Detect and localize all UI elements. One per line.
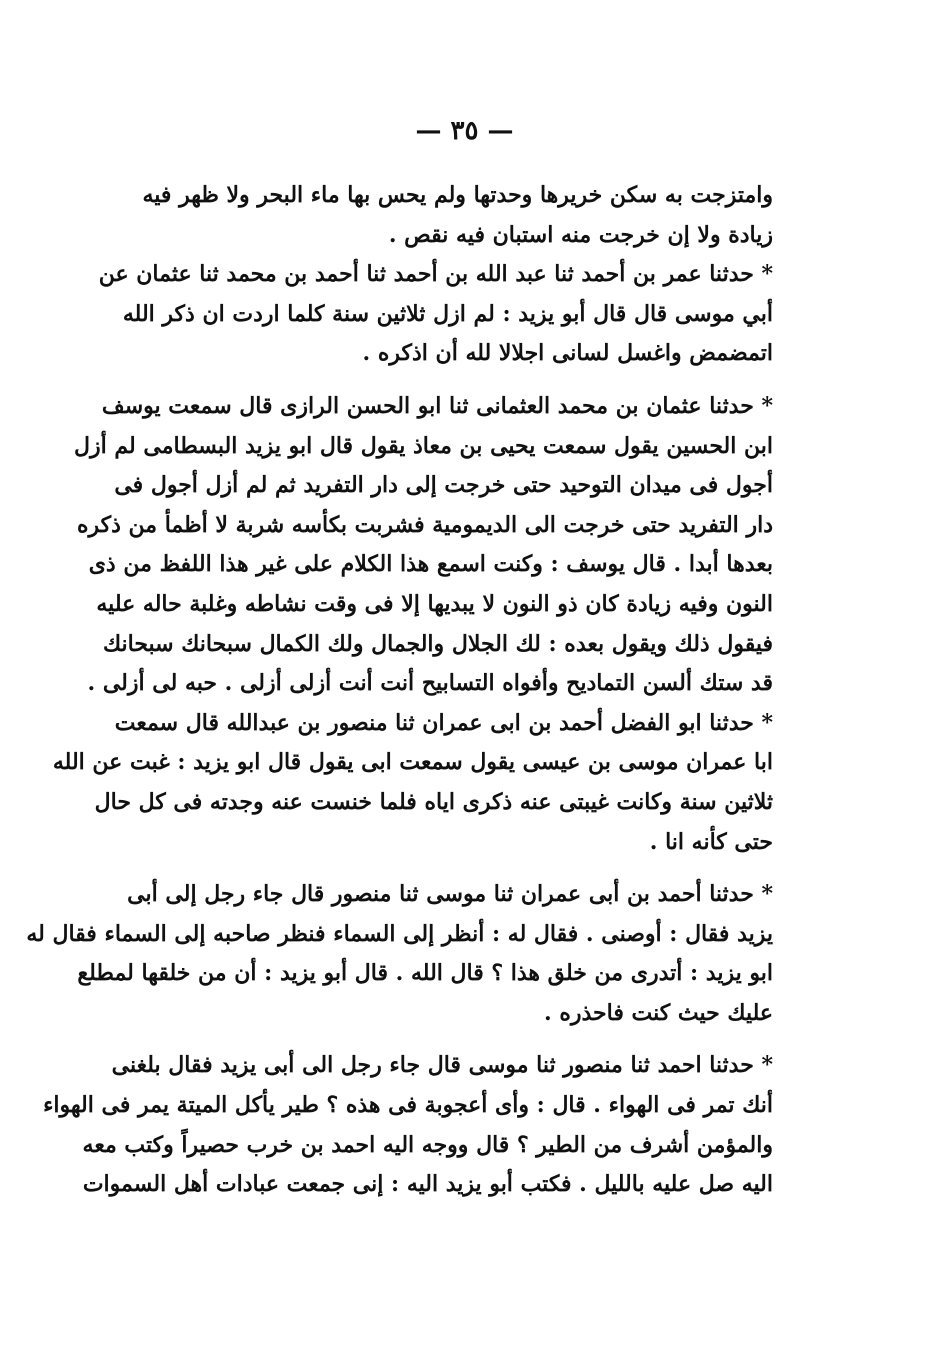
paragraph [142,176,773,255]
text-line: اليه صل عليه بالليل . فكتب أبو يزيد اليه : إنى جمعت عبادات أهل السموات [82,1171,773,1198]
text-line: ثلاثين سنة وكانت غيبتى عنه ذكرى اياه فلما خنست عنه وجدته فى كل حال [94,788,773,815]
text-line: قد ستك ألسن التماديح وأفواه التسابيح أنت أنت أزلى أزلى . حبه لى أزلى . [87,670,773,697]
text-line: حتى كأنه انا . [649,828,773,855]
text-line: زيادة ولا إن خرجت منه استبان فيه نقص . [388,221,773,248]
text-line: ابا عمران موسى بن عيسى يقول سمعت ابى يقول قال ابو يزيد : غبت عن الله [52,749,773,776]
text-line: فيقول ذلك ويقول بعده : لك الجلال والجمال ولك الكمال سبحانك سبحانك [102,630,773,657]
text-line: أبي موسى قال قال أبو يزيد : لم ازل ثلاثين سنة كلما اردت ان ذكر الله [122,300,773,327]
text-line: ابو يزيد : أتدرى من خلق هذا ؟ قال الله . قال أبو يزيد : أن من خلقها لمطلع [77,960,773,987]
page-body [26,176,773,1205]
text-line: عليك حيث كنت فاحذره . [544,999,773,1026]
text-line: * حدثنا احمد ثنا منصور ثنا موسى قال جاء رجل الى أبى يزيد فقال بلغنى [111,1052,773,1079]
paragraph-spacer [158,862,773,875]
paragraph-spacer [158,374,773,387]
text-line: النون وفيه زيادة كان ذو النون لا يبديها إلا فى وقت نشاطه وغلبة حاله عليه [96,590,773,617]
text-line: * حدثنا ابو الفضل أحمد بن ابى عمران ثنا منصور بن عبدالله قال سمعت [114,709,773,736]
text-line: أجول فى ميدان التوحيد حتى خرجت إلى دار التفريد ثم لم أزل أجول فى [114,472,773,499]
paragraph [74,387,773,704]
paragraph [43,1046,773,1204]
paragraph [98,255,773,374]
paragraph [26,875,773,1033]
text-line: يزيد فقال : أوصنى . فقال له : أنظر إلى السماء فنظر صاحبه إلى السماء فقال له [26,920,773,947]
paragraph [52,704,773,862]
text-line: وامتزجت به سكن خريرها وحدتها ولم يحس بها ماء البحر ولا ظهر فيه [142,182,773,208]
text-line: والمؤمن أشرف من الطير ؟ قال ووجه اليه احمد بن خرب حصيراً وكتب معه [82,1131,773,1158]
paragraph-spacer [158,1033,773,1046]
text-line: بعدها أبدا . قال يوسف : وكنت اسمع هذا الكلام على غير هذا اللفظ من ذى [88,551,773,578]
text-line: * حدثنا عمر بن أحمد ثنا عبد الله بن أحمد ثنا أحمد بن محمد ثنا عثمان عن [98,261,773,288]
page-number: — ٣٥ — [415,116,514,146]
text-line: أنك تمر فى الهواء . قال : وأى أعجوبة فى هذه ؟ طير يأكل الميتة يمر فى الهواء [43,1092,773,1119]
text-line: ابن الحسين يقول سمعت يحيى بن معاذ يقول قال ابو يزيد البسطامى لم أزل [74,432,773,459]
text-line: دار التفريد حتى خرجت الى الديمومية فشربت بكأسه شربة لا أظمأ من ذكره [76,511,773,538]
text-line: * حدثنا أحمد بن أبى عمران ثنا موسى ثنا منصور قال جاء رجل إلى أبى [127,881,773,908]
text-line: اتمضمض واغسل لسانى اجلالا لله أن اذكره . [362,340,773,367]
text-line: * حدثنا عثمان بن محمد العثمانى ثنا ابو الحسن الرازى قال سمعت يوسف [101,392,773,419]
